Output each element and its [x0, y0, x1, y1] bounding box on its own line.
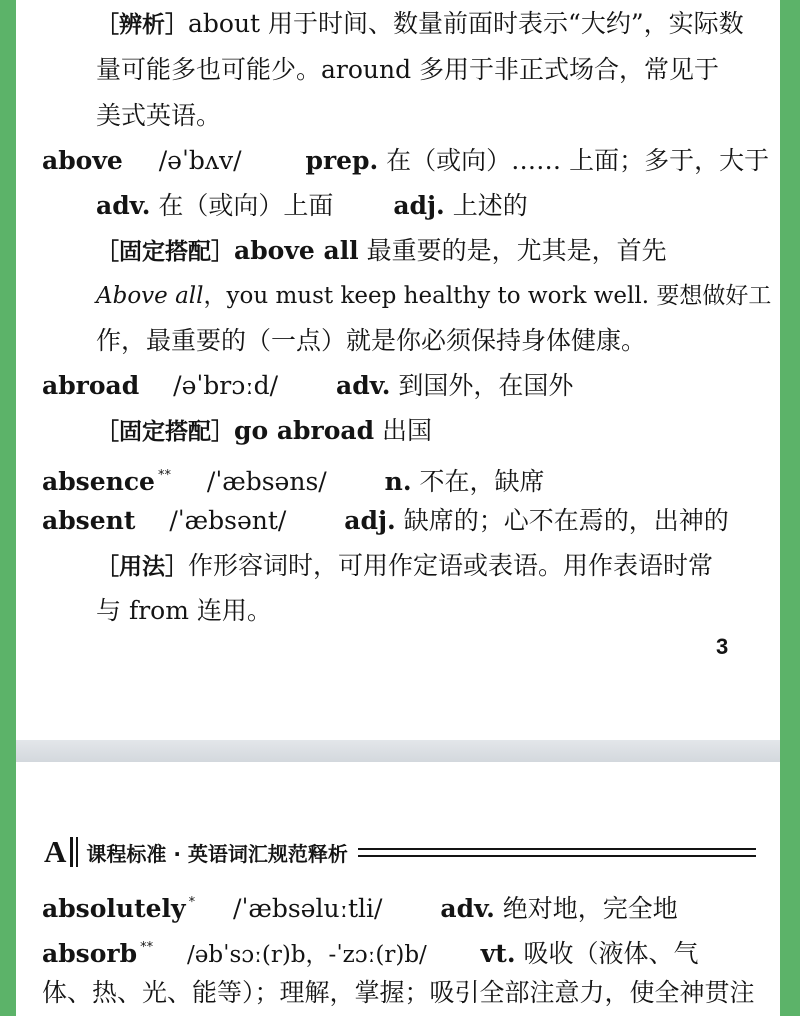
definition: 上述的 [452, 191, 528, 220]
headword: above [42, 146, 123, 175]
definition: 绝对地，完全地 [502, 894, 678, 923]
part-of-speech: adj. [393, 191, 445, 220]
definition-cont: 体、热、光、能等）；理解，掌握；吸引全部注意力，使全神贯注 [42, 978, 755, 1007]
collocation-tag: ［固定搭配］ [96, 239, 234, 265]
definition: 缺席的；心不在焉的，出神的 [403, 506, 729, 535]
frequency-stars: ** [157, 468, 171, 483]
fixed-collocation-above [96, 234, 667, 268]
analysis-note-line-2 [96, 53, 719, 87]
example-phrase: Above all [96, 283, 204, 309]
frequency-stars: * [188, 895, 196, 910]
entry-absence [42, 459, 545, 496]
usage-tag: ［用法］ [96, 554, 188, 580]
part-of-speech: vt. [480, 939, 516, 968]
part-of-speech: prep. [305, 146, 379, 175]
pronunciation: /əbˈsɔː(r)b，-ˈzɔː(r)b/ [187, 942, 427, 968]
usage-text: 作形容词时，可用作定语或表语。用作表语时常 [188, 551, 714, 580]
entry-absent [42, 504, 729, 538]
running-header [44, 834, 756, 870]
usage-text-cont: 与 from 连用。 [96, 596, 272, 625]
part-of-speech: n. [384, 467, 412, 496]
example-sentence-above-cont [96, 324, 646, 358]
pronunciation: /ˈæbsəns/ [206, 467, 327, 496]
example-sentence-above [96, 279, 771, 313]
dictionary-page-4 [16, 762, 780, 1016]
part-of-speech: adv. [336, 371, 391, 400]
analysis-text: about 用于时间、数量前面时表示“大约”，实际数 [188, 9, 744, 38]
part-of-speech: adv. [440, 894, 495, 923]
analysis-note-line-3 [96, 99, 221, 133]
pronunciation: /ˈæbsənt/ [169, 506, 287, 535]
book-title: 课程标准 · 英语词汇规范释析 [86, 841, 348, 866]
headword: absorb [42, 939, 138, 968]
page-gap [16, 740, 780, 762]
entry-absolutely [42, 886, 678, 923]
pronunciation: /əˈbrɔːd/ [173, 371, 279, 400]
definition: 吸收（液体、气 [523, 939, 699, 968]
entry-absorb-cont [42, 976, 755, 1010]
entry-above [42, 144, 769, 178]
analysis-text-cont: 量可能多也可能少。around 多用于非正式场合，常见于 [96, 55, 720, 84]
definition: 在（或向）…… 上面；多于，大于 [386, 146, 770, 175]
entry-abroad [42, 369, 573, 403]
dictionary-page-3 [16, 0, 780, 740]
example-text: ，you must keep healthy to work well. 要想做好工 [203, 283, 772, 309]
header-rule [358, 848, 756, 857]
collocation-phrase: above all [234, 236, 359, 265]
collocation-phrase: go abroad [234, 416, 375, 445]
example-translation: 作，最重要的（一点）就是你必须保持身体健康。 [96, 326, 647, 355]
entry-above-line-2 [96, 189, 528, 223]
collocation-definition: 最重要的是，尤其是，首先 [366, 236, 667, 265]
header-divider [70, 837, 78, 867]
pronunciation: /ˈæbsəluːtli/ [233, 894, 383, 923]
definition: 在（或向）上面 [158, 191, 334, 220]
analysis-tag: ［辨析］ [96, 12, 188, 38]
pronunciation: /əˈbʌv/ [158, 146, 242, 175]
headword: absent [42, 506, 136, 535]
definition: 不在，缺席 [419, 467, 545, 496]
headword: absolutely [42, 894, 186, 923]
frequency-stars: ** [140, 940, 154, 955]
collocation-tag: ［固定搭配］ [96, 419, 234, 445]
entry-absorb [42, 931, 699, 968]
collocation-definition: 出国 [382, 416, 433, 445]
headword: absence [42, 467, 155, 496]
definition: 到国外，在国外 [398, 371, 574, 400]
analysis-note-line-1 [96, 7, 744, 41]
fixed-collocation-abroad [96, 414, 432, 448]
section-letter: A [44, 834, 67, 869]
page-number: 3 [716, 634, 729, 659]
usage-note-absent [96, 549, 713, 583]
part-of-speech: adj. [344, 506, 396, 535]
analysis-text-end: 美式英语。 [96, 101, 222, 130]
part-of-speech: adv. [96, 191, 151, 220]
usage-note-absent-cont [96, 594, 272, 628]
headword: abroad [42, 371, 140, 400]
